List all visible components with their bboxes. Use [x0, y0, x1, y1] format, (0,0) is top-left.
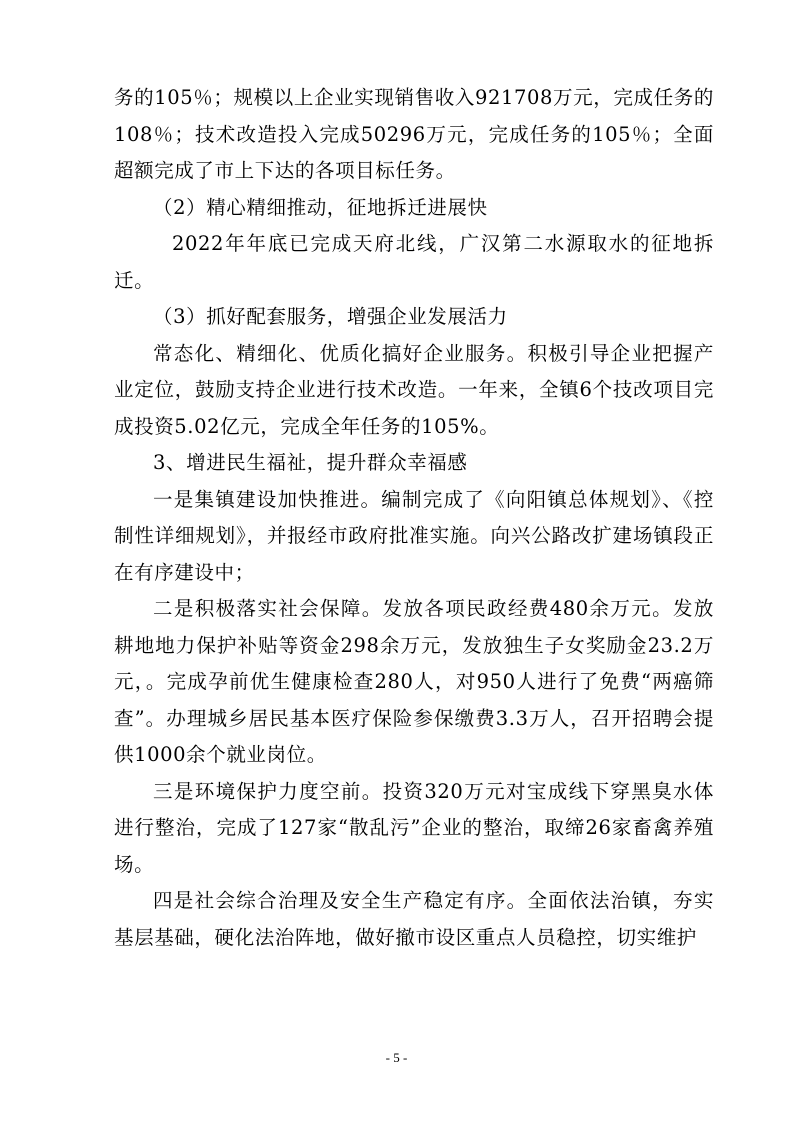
paragraph-continuation: 务的105％；规模以上企业实现销售收入921708万元，完成任务的108％；技术改造投入完成50296万元，完成任务的105％；全面超额完成了市上下达的各项目标任务。 [114, 86, 714, 182]
subheading-enterprise-services: （3）抓好配套服务，增强企业发展活力 [153, 305, 508, 328]
document-body [114, 80, 714, 956]
page-number: - 5 - [385, 1050, 408, 1065]
paragraph-governance: 四是社会综合治理及安全生产稳定有序。全面依法治镇，夯实基层基础，硬化法治阵地，做好撤市设区重点人员稳控，切实维护 [114, 889, 714, 949]
paragraph-social-security: 二是积极落实社会保障。发放各项民政经费480余万元。发放耕地地力保护补贴等资金298余万元，发放独生子女奖励金23.2万元，。完成孕前优生健康检查280人，对950人进行了免费“两癌筛查”。办理城乡居民基本医疗保险参保缴费3.3万人，召开招聘会提供1000余个就业岗位。 [114, 597, 714, 766]
heading-livelihood: 3、增进民生福祉，提升群众幸福感 [153, 451, 468, 474]
paragraph-town-construction: 一是集镇建设加快推进。编制完成了《向阳镇总体规划》、《控制性详细规划》，并报经市政府批准实施。向兴公路改扩建场镇段正在有序建设中； [114, 487, 714, 584]
paragraph-land-acquisition: 2022年年底已完成天府北线，广汉第二水源取水的征地拆迁。 [114, 232, 714, 292]
paragraph-enterprise-services: 常态化、精细化、优质化搞好企业服务。积极引导企业把握产业定位，鼓励支持企业进行技术改造。一年来，全镇6个技改项目完成投资5.02亿元，完成全年任务的105%。 [114, 341, 714, 438]
paragraph-environment: 三是环境保护力度空前。投资320万元对宝成线下穿黑臭水体进行整治，完成了127家“散乱污”企业的整治，取缔26家畜禽养殖场。 [114, 779, 714, 876]
subheading-land-acquisition: （2）精心精细推动，征地拆迁进展快 [153, 195, 488, 219]
